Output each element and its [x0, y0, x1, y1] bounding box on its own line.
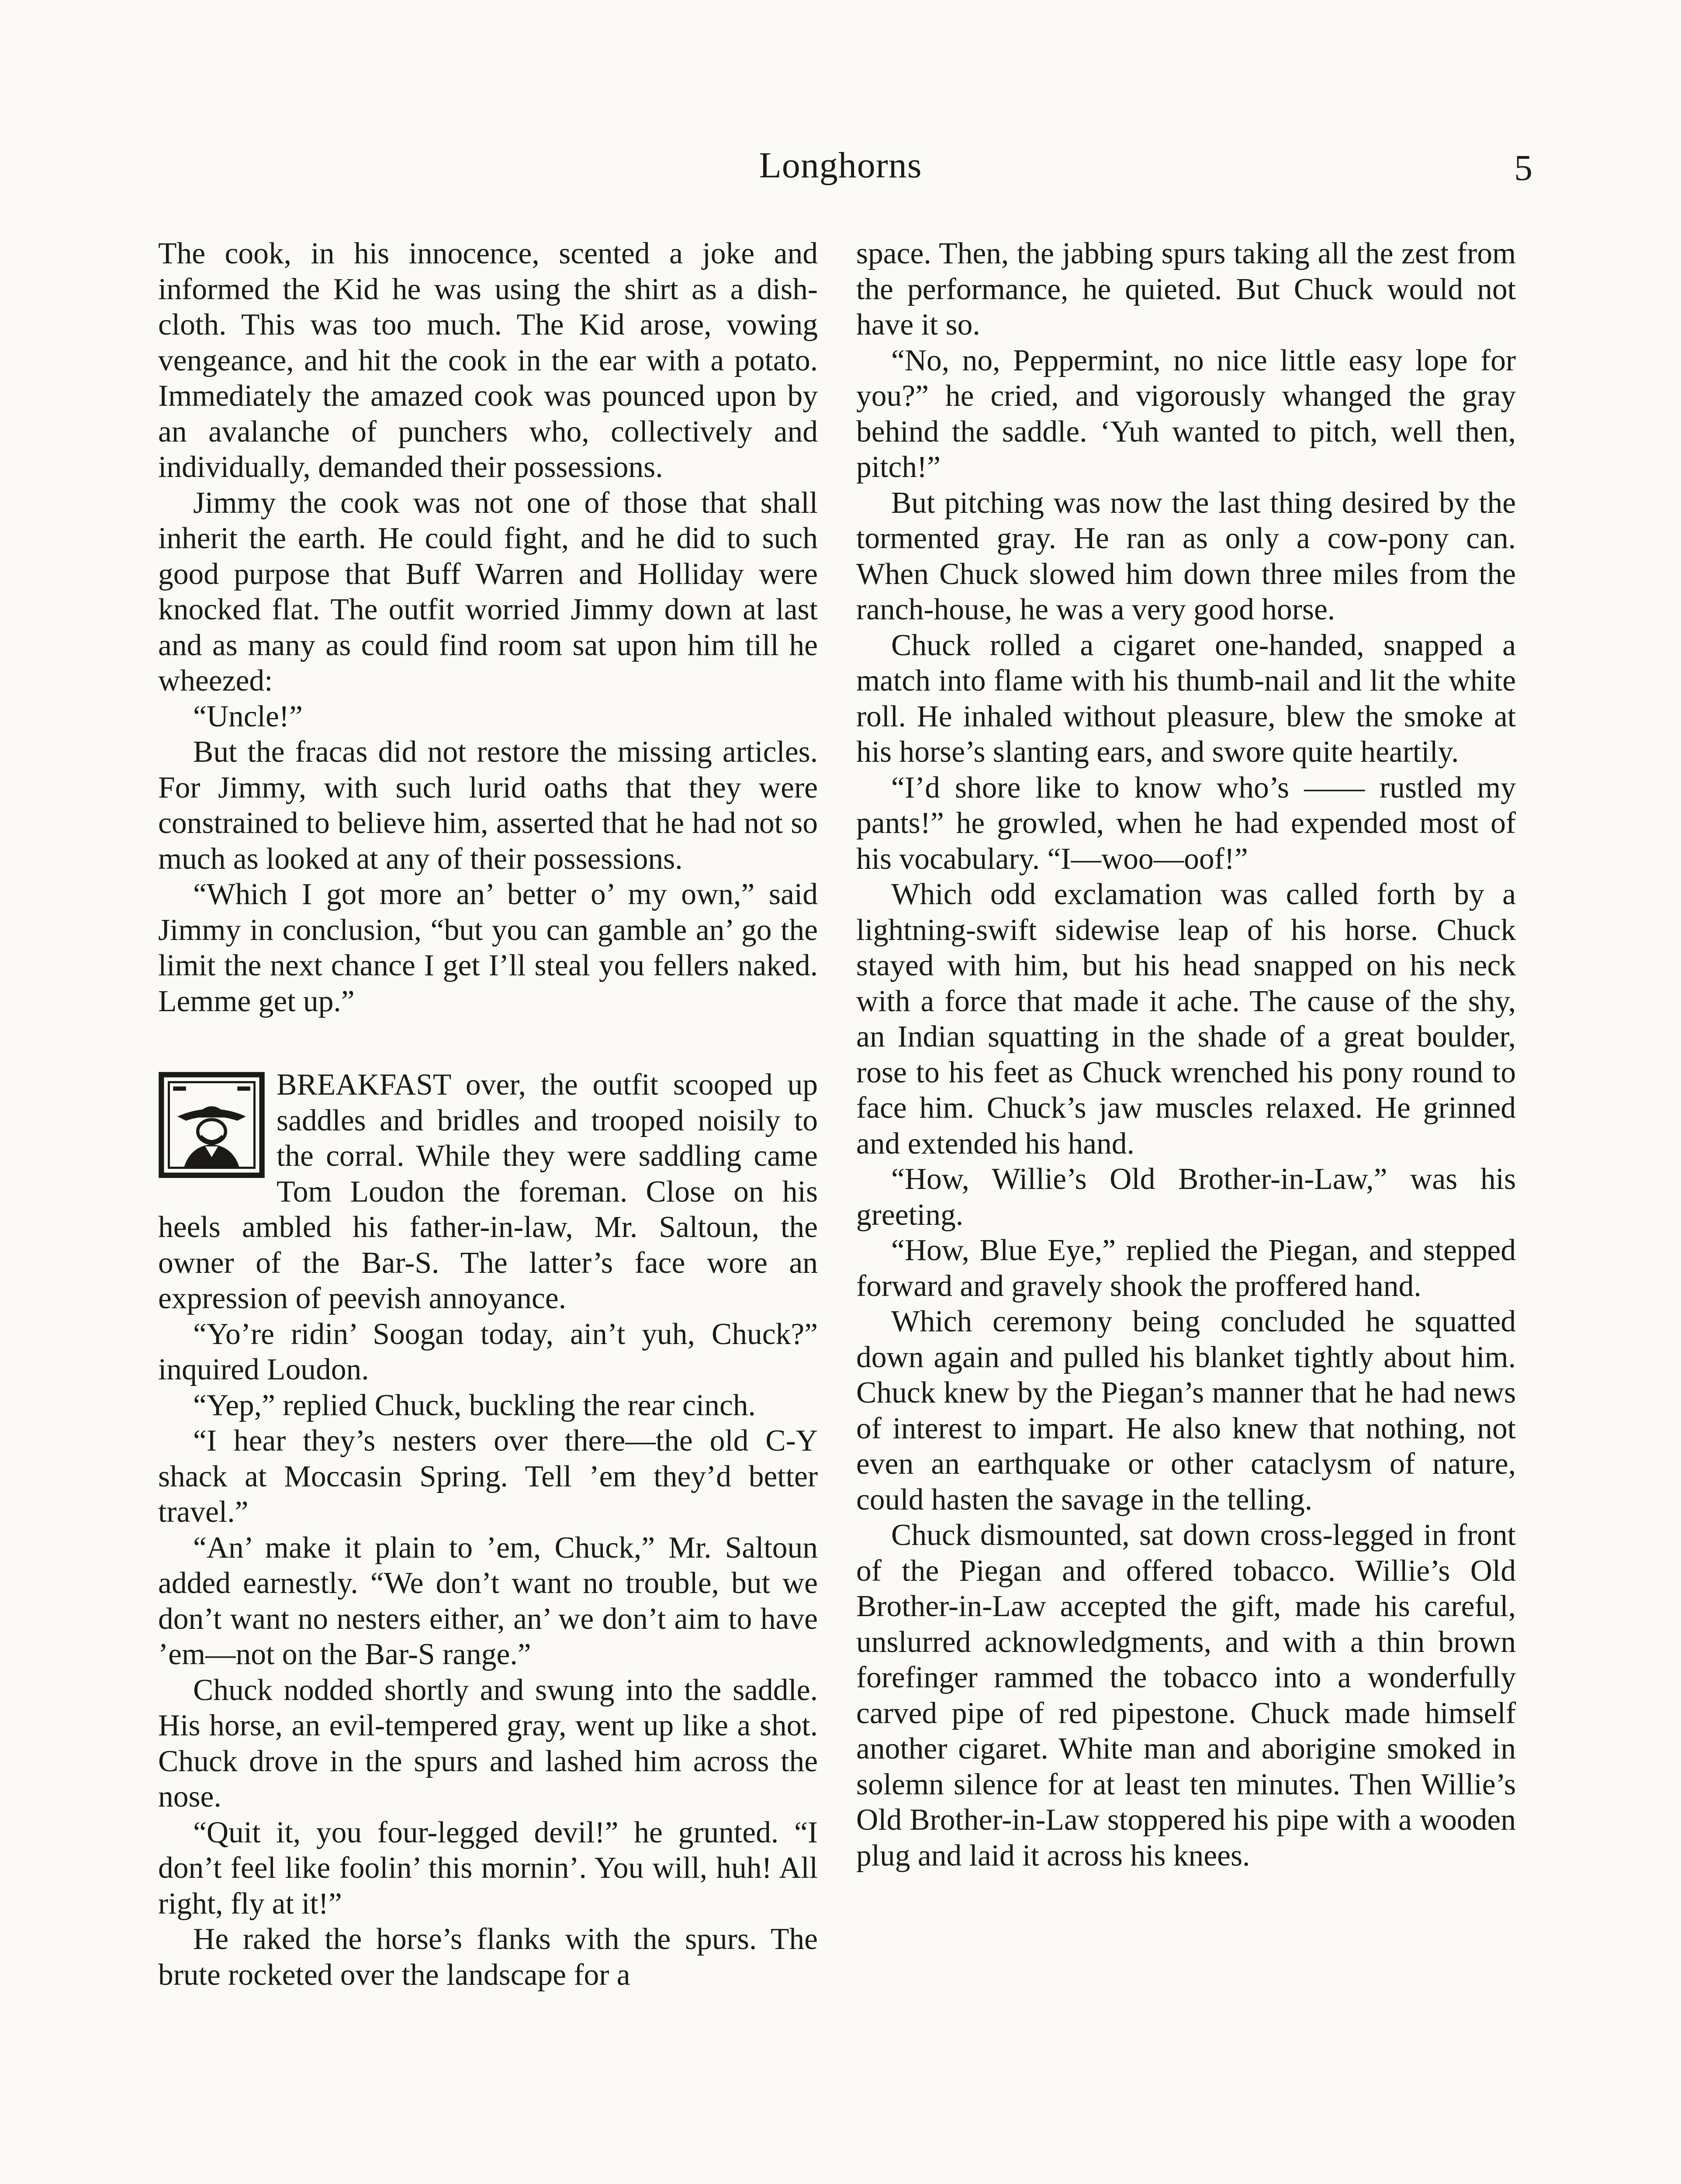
- paragraph: “Quit it, you four-legged devil!” he grunted. “I don’t feel like foolin’ this mornin’. You will, huh! All right, fly at it!”: [158, 1815, 818, 1921]
- running-title: Longhorns: [759, 145, 922, 186]
- paragraph: Chuck rolled a cigaret one-handed, snapped a match into flame with his thumb-nail and lit the white roll. He inhaled without pleasure, blew the smoke at his horse’s slanting ears, and swore quite heartily.: [856, 628, 1516, 769]
- paragraph: But the fracas did not restore the missing articles. For Jimmy, with such lurid oaths that they were constrained to believe him, asserted that he had not so much as looked at any of their possessions.: [158, 735, 818, 876]
- paragraph: The cook, in his innocence, scented a joke and informed the Kid he was using the shirt as a dish-cloth. This was too much. The Kid arose, vowing vengeance, and hit the cook in the ear with a potato. Immediately the amazed cook was pounced upon by an avalanche of punchers who, collectively and individually, demanded their possessions.: [158, 237, 818, 484]
- paragraph: Chuck nodded shortly and swung into the saddle. His horse, an evil-tempered gray, went up like a shot. Chuck drove in the spurs and lashed him across the nose.: [158, 1673, 818, 1814]
- cowboy-vignette-icon: [158, 1071, 265, 1178]
- paragraph: “How, Blue Eye,” replied the Piegan, and stepped forward and gravely shook the proffered hand.: [856, 1234, 1516, 1303]
- paragraph: “An’ make it plain to ’em, Chuck,” Mr. Saltoun added earnestly. “We don’t want no trouble, but we don’t want no nesters either, an’ we don’t aim to have ’em—not on the Bar-S range.”: [158, 1531, 818, 1671]
- paragraph: “I hear they’s nesters over there—the old C-Y shack at Moccasin Spring. Tell ’em they’d better travel.”: [158, 1424, 818, 1529]
- paragraph-breakfast: BREAKFAST over, the outfit scooped up saddles and bridles and trooped noisily to the corral. While they were saddling came Tom Loudon the foreman. Close on his heels ambled his father-in-law, Mr. Saltoun, the owner of the Bar-S. The latter’s face wore an expression of peevish annoyance.: [158, 1068, 818, 1315]
- paragraph: Jimmy the cook was not one of those that shall inherit the earth. He could fight, and he did to such good purpose that Buff Warren and Holliday were knocked flat. The outfit worried Jimmy down at last and as many as could find room sat upon him till he wheezed:: [158, 486, 818, 698]
- paragraph: “Which I got more an’ better o’ my own,” said Jimmy in conclusion, “but you can gamble an’ go the limit the next chance I get I’ll steal you fellers naked. Lemme get up.”: [158, 878, 818, 1018]
- paragraph: But pitching was now the last thing desired by the tormented gray. He ran as only a cow-pony can. When Chuck slowed him down three miles from the ranch-house, he was a very good horse.: [856, 486, 1516, 626]
- paragraph: “How, Willie’s Old Brother-in-Law,” was his greeting.: [856, 1162, 1516, 1232]
- paragraph: He raked the horse’s flanks with the spurs. The brute rocketed over the landscape for a: [158, 1922, 818, 1992]
- page-number: 5: [1514, 148, 1532, 188]
- paragraph: “Yo’re ridin’ Soogan today, ain’t yuh, Chuck?” inquired Loudon.: [158, 1317, 818, 1386]
- paragraph: “Uncle!”: [193, 699, 303, 733]
- paragraph: Chuck dismounted, sat down cross-legged in front of the Piegan and offered tobacco. Willie’s Old Brother-in-Law accepted the gift, made his careful, unslurred acknowledgments, and with a thin brown forefinger rammed the tobacco into a wonderfully carved pipe of red pipestone. Chuck made himself another cigaret. White man and aborigine smoked in solemn silence for at least ten minutes. Then Willie’s Old Brother-in-Law stoppered his pipe with a wooden plug and laid it across his knees.: [856, 1518, 1516, 1873]
- right-column: [856, 236, 1516, 1873]
- paragraph: “No, no, Peppermint, no nice little easy lope for you?” he cried, and vigorously whanged the gray behind the saddle. ‘Yuh wanted to pitch, well then, pitch!”: [856, 343, 1516, 484]
- paragraph: space. Then, the jabbing spurs taking all the zest from the performance, he quieted. But Chuck would not have it so.: [856, 237, 1516, 342]
- left-column: [158, 236, 818, 1993]
- paragraph: “I’d shore like to know who’s —— rustled my pants!” he growled, when he had expended most of his vocabulary. “I—woo—oof!”: [856, 771, 1516, 876]
- paragraph: Which odd exclamation was called forth by a lightning-swift sidewise leap of his horse. Chuck stayed with him, but his head snapped on his neck with a force that made it ache. The cause of the shy, an Indian squatting in the shade of a great boulder, rose to his feet as Chuck wrenched his pony round to face him. Chuck’s jaw muscles relaxed. He grinned and extended his hand.: [856, 878, 1516, 1161]
- running-head: [0, 144, 1681, 197]
- paragraph: Which ceremony being concluded he squatted down again and pulled his blanket tightly about him. Chuck knew by the Piegan’s manner that he had news of interest to impart. He also knew that nothing, not even an earthquake or other cataclysm of nature, could hasten the savage in the telling.: [856, 1305, 1516, 1517]
- paragraph: “Yep,” replied Chuck, buckling the rear cinch.: [193, 1388, 756, 1422]
- section-opening: [158, 1067, 818, 1317]
